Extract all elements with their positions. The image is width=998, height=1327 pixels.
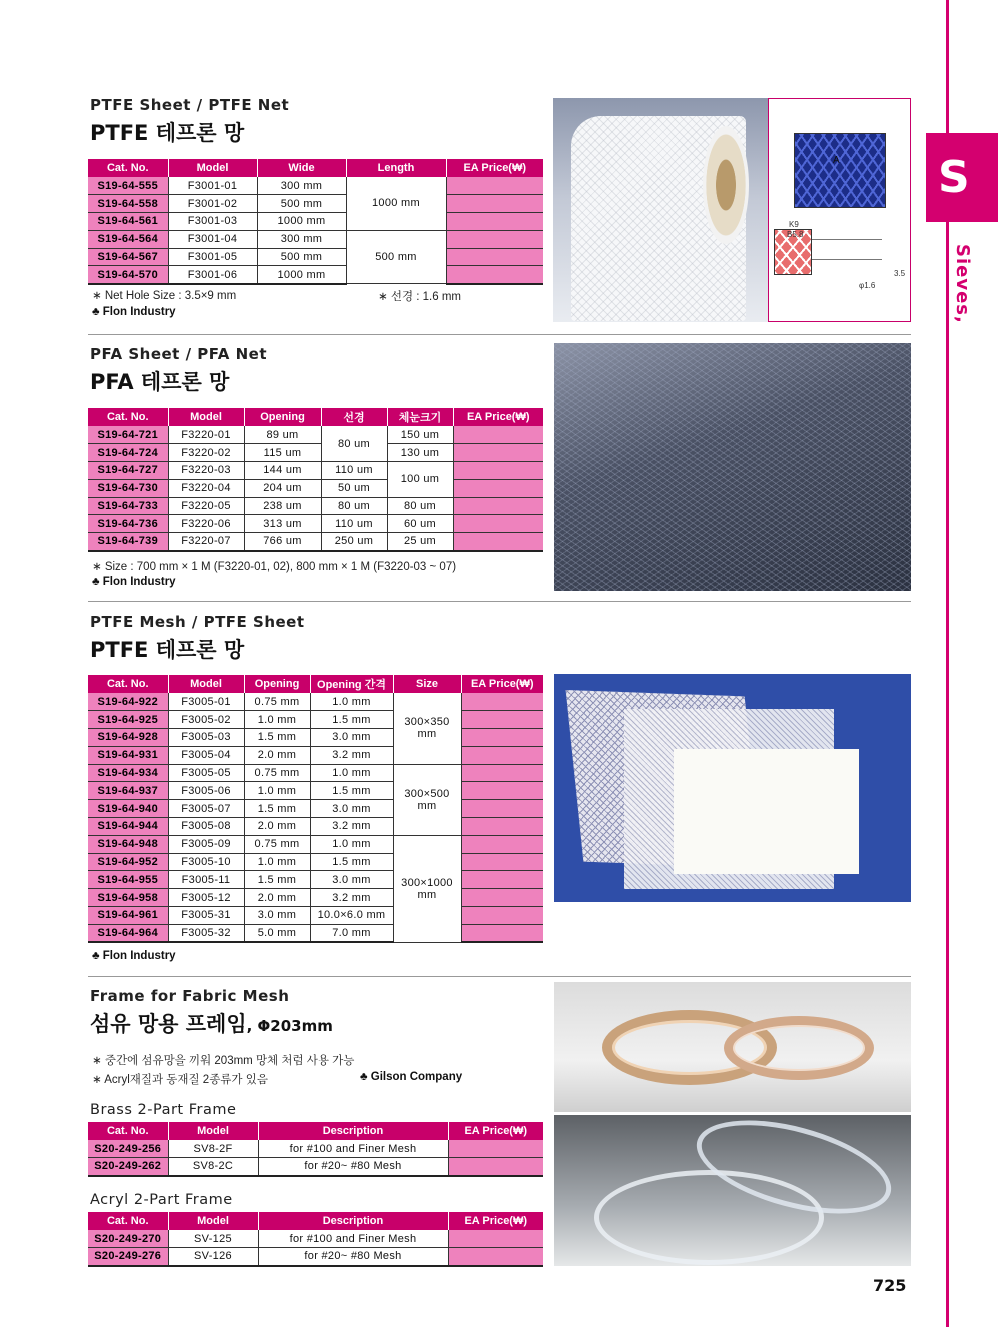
description: for #100 and Finer Mesh: [258, 1230, 448, 1248]
section-title-en: PFA Sheet / PFA Net: [90, 345, 268, 363]
opening-gap: 3.0 mm: [310, 871, 393, 889]
cat-no: S19-64-944: [88, 818, 168, 836]
table-row: [88, 515, 543, 533]
price-cell: [453, 479, 543, 497]
table-row: [88, 924, 543, 942]
opening: 3.0 mm: [244, 907, 310, 925]
col-header: Size: [393, 675, 461, 693]
table-row: [88, 213, 543, 231]
wire-diameter: 250 um: [321, 533, 387, 551]
pfa-net-photo: [554, 343, 911, 591]
acryl-frame-title: Acryl 2-Part Frame: [90, 1192, 233, 1208]
note-material: ∗ Acryl재질과 동재질 2종류가 있음: [92, 1074, 268, 1086]
club-icon: ♣: [360, 1071, 368, 1083]
maker-name: Gilson Company: [370, 1071, 463, 1083]
maker: [360, 1071, 462, 1083]
col-header: Cat. No.: [88, 675, 168, 693]
opening: 238 um: [244, 497, 321, 515]
price-cell: [461, 871, 543, 889]
opening: 1.0 mm: [244, 853, 310, 871]
cat-no: S19-64-736: [88, 515, 168, 533]
cat-no: S19-64-928: [88, 729, 168, 747]
opening: 89 um: [244, 426, 321, 444]
table-row: [88, 1248, 543, 1266]
mesh-size: 130 um: [387, 444, 453, 462]
cat-no: S19-64-564: [88, 230, 168, 248]
model: F3005-31: [168, 907, 244, 925]
section-title-ko: PTFE 테프론 망: [90, 121, 245, 145]
opening-gap: 3.0 mm: [310, 800, 393, 818]
model: F3005-02: [168, 711, 244, 729]
opening: 5.0 mm: [244, 924, 310, 942]
model: F3220-06: [168, 515, 244, 533]
model: F3220-07: [168, 533, 244, 551]
table-row: [88, 177, 543, 195]
title-suffix: , Φ203mm: [246, 1017, 333, 1035]
brass-frame-title: Brass 2-Part Frame: [90, 1102, 237, 1118]
col-header: Opening 간격: [310, 675, 393, 693]
price-cell: [446, 248, 543, 266]
wire-diameter: 110 um: [321, 515, 387, 533]
section-pfa-header: [90, 345, 267, 396]
ptfe-mesh-photo: [554, 674, 911, 902]
section-ptfe-mesh-header: [90, 613, 305, 664]
price-cell: [448, 1158, 543, 1176]
model: F3001-04: [168, 230, 257, 248]
price-cell: [461, 782, 543, 800]
price-cell: [461, 800, 543, 818]
maker-name: Flon Industry: [102, 306, 176, 318]
mesh-size: 100 um: [387, 462, 453, 498]
sheet-size: 300×500 mm: [393, 764, 461, 835]
section-frame-header: [90, 987, 333, 1038]
wide: 300 mm: [257, 230, 346, 248]
col-header: EA Price(₩): [448, 1212, 543, 1230]
price-cell: [461, 924, 543, 942]
col-header: Model: [168, 1122, 258, 1140]
opening-gap: 1.0 mm: [310, 764, 393, 782]
price-cell: [461, 711, 543, 729]
table-row: [88, 1140, 543, 1158]
diagram-label: K9: [789, 220, 799, 229]
section-tab-letter: S: [926, 133, 998, 222]
table-row: [88, 1230, 543, 1248]
price-cell: [446, 266, 543, 284]
price-cell: [461, 889, 543, 907]
divider: [88, 334, 911, 335]
cat-no: S19-64-925: [88, 711, 168, 729]
divider: [88, 601, 911, 602]
table-row: [88, 818, 543, 836]
price-cell: [453, 515, 543, 533]
col-header: Cat. No.: [88, 159, 168, 177]
table-row: [88, 853, 543, 871]
model: F3005-11: [168, 871, 244, 889]
table-row: [88, 729, 543, 747]
price-cell: [446, 177, 543, 195]
model: F3001-03: [168, 213, 257, 231]
table-row: [88, 711, 543, 729]
col-header: Opening: [244, 408, 321, 426]
opening: 1.5 mm: [244, 729, 310, 747]
table-row: [88, 230, 543, 248]
model: F3001-01: [168, 177, 257, 195]
opening: 1.5 mm: [244, 871, 310, 889]
table-row: [88, 764, 543, 782]
col-header: Description: [258, 1212, 448, 1230]
col-header: Wide: [257, 159, 346, 177]
price-cell: [453, 444, 543, 462]
diagram-label: 3.5: [894, 269, 906, 278]
table-row: [88, 195, 543, 213]
opening: 115 um: [244, 444, 321, 462]
cat-no: S19-64-922: [88, 693, 168, 711]
maker-name: Flon Industry: [102, 576, 176, 588]
price-cell: [461, 907, 543, 925]
col-header: Model: [168, 1212, 258, 1230]
col-header: Length: [346, 159, 446, 177]
cat-no: S19-64-940: [88, 800, 168, 818]
col-header: Cat. No.: [88, 1122, 168, 1140]
cat-no: S19-64-558: [88, 195, 168, 213]
model: F3001-02: [168, 195, 257, 213]
table-row: [88, 533, 543, 551]
opening: 0.75 mm: [244, 835, 310, 853]
brass-frame-table: [88, 1122, 543, 1177]
table-row: [88, 907, 543, 925]
table-row: [88, 1158, 543, 1176]
model: F3005-09: [168, 835, 244, 853]
table-row: [88, 444, 543, 462]
opening: 0.75 mm: [244, 693, 310, 711]
diagram-marker: A: [833, 155, 840, 166]
col-header: EA Price(₩): [446, 159, 543, 177]
mesh-size: 150 um: [387, 426, 453, 444]
cat-no: S19-64-948: [88, 835, 168, 853]
opening-gap: 3.0 mm: [310, 729, 393, 747]
table-row: [88, 248, 543, 266]
mesh-diagram: [768, 98, 911, 322]
col-header: EA Price(₩): [448, 1122, 543, 1140]
wire-diameter: 80 um: [321, 426, 387, 462]
maker: [92, 950, 176, 962]
model: F3220-02: [168, 444, 244, 462]
cat-no: S19-64-961: [88, 907, 168, 925]
cat-no: S19-64-739: [88, 533, 168, 551]
description: for #20~ #80 Mesh: [258, 1158, 448, 1176]
acryl-frame-photo: [554, 1115, 911, 1266]
price-cell: [446, 195, 543, 213]
opening-gap: 3.2 mm: [310, 889, 393, 907]
opening: 2.0 mm: [244, 889, 310, 907]
col-header: EA Price(₩): [461, 675, 543, 693]
divider: [88, 976, 911, 977]
section-title-en: PTFE Mesh / PTFE Sheet: [90, 613, 305, 631]
model: SV8-2F: [168, 1140, 258, 1158]
cat-no: S19-64-952: [88, 853, 168, 871]
price-cell: [453, 462, 543, 480]
cat-no: S20-249-270: [88, 1230, 168, 1248]
model: F3005-03: [168, 729, 244, 747]
opening-gap: 1.5 mm: [310, 711, 393, 729]
price-cell: [453, 533, 543, 551]
cat-no: S20-249-276: [88, 1248, 168, 1266]
price-cell: [461, 729, 543, 747]
model: F3220-05: [168, 497, 244, 515]
sheet-size: 300×350 mm: [393, 693, 461, 764]
acryl-frame-table: [88, 1212, 543, 1267]
section-title-en: PTFE Sheet / PTFE Net: [90, 96, 290, 114]
maker: [92, 576, 176, 588]
opening: 204 um: [244, 479, 321, 497]
col-header: Model: [168, 408, 244, 426]
section-title-ko: PTFE 테프론 망: [90, 638, 245, 662]
cat-no: S19-64-931: [88, 746, 168, 764]
model: SV-125: [168, 1230, 258, 1248]
model: F3001-06: [168, 266, 257, 284]
model: F3005-05: [168, 764, 244, 782]
cat-no: S19-64-958: [88, 889, 168, 907]
opening-gap: 1.5 mm: [310, 782, 393, 800]
cat-no: S19-64-721: [88, 426, 168, 444]
opening-gap: 3.2 mm: [310, 746, 393, 764]
wire-diameter: 110 um: [321, 462, 387, 480]
table-row: [88, 693, 543, 711]
cat-no: S19-64-964: [88, 924, 168, 942]
wide: 1000 mm: [257, 266, 346, 284]
model: F3005-04: [168, 746, 244, 764]
table-row: [88, 497, 543, 515]
model: SV8-2C: [168, 1158, 258, 1176]
table-row: [88, 746, 543, 764]
table-row: [88, 479, 543, 497]
section-tab-label: Sieves,: [952, 244, 973, 324]
col-header: Opening: [244, 675, 310, 693]
opening: 1.5 mm: [244, 800, 310, 818]
price-cell: [461, 693, 543, 711]
cat-no: S19-64-555: [88, 177, 168, 195]
col-header: EA Price(₩): [453, 408, 543, 426]
page-number: 725: [873, 1276, 907, 1295]
opening: 0.75 mm: [244, 764, 310, 782]
col-header: 체눈크기: [387, 408, 453, 426]
length: 500 mm: [346, 230, 446, 283]
pfa-table: [88, 408, 543, 552]
model: F3005-01: [168, 693, 244, 711]
mesh-size: 60 um: [387, 515, 453, 533]
col-header: Cat. No.: [88, 1212, 168, 1230]
cat-no: S20-249-262: [88, 1158, 168, 1176]
note-size: ∗ Size : 700 mm × 1 M (F3220-01, 02), 800 mm × 1 M (F3220-03 ~ 07): [92, 561, 457, 573]
description: for #100 and Finer Mesh: [258, 1140, 448, 1158]
wire-diameter: 50 um: [321, 479, 387, 497]
model: F3005-32: [168, 924, 244, 942]
model: F3005-10: [168, 853, 244, 871]
maker: [92, 306, 176, 318]
cat-no: S19-64-727: [88, 462, 168, 480]
cat-no: S19-64-724: [88, 444, 168, 462]
model: F3220-04: [168, 479, 244, 497]
ptfe-mesh-table: [88, 675, 543, 943]
wire-diameter: 80 um: [321, 497, 387, 515]
model: F3005-12: [168, 889, 244, 907]
price-cell: [453, 497, 543, 515]
opening-gap: 1.5 mm: [310, 853, 393, 871]
model: F3220-03: [168, 462, 244, 480]
model: F3001-05: [168, 248, 257, 266]
section-ptfe-sheet-header: [90, 96, 289, 147]
club-icon: ♣: [92, 576, 100, 588]
note-usage: ∗ 중간에 섬유망을 끼워 203mm 망체 처럼 사용 가능: [92, 1055, 355, 1067]
table-row: [88, 266, 543, 284]
note-wire: ∗ 선경 : 1.6 mm: [378, 291, 461, 303]
table-row: [88, 800, 543, 818]
club-icon: ♣: [92, 950, 100, 962]
cat-no: S19-64-561: [88, 213, 168, 231]
section-title-ko: PFA 테프론 망: [90, 370, 230, 394]
note-hole-size: ∗ Net Hole Size : 3.5×9 mm: [92, 290, 237, 302]
opening: 1.0 mm: [244, 782, 310, 800]
cat-no: S20-249-256: [88, 1140, 168, 1158]
price-cell: [461, 818, 543, 836]
cat-no: S19-64-733: [88, 497, 168, 515]
mesh-size: 25 um: [387, 533, 453, 551]
wide: 1000 mm: [257, 213, 346, 231]
opening-gap: 7.0 mm: [310, 924, 393, 942]
wide: 300 mm: [257, 177, 346, 195]
ptfe-roll-photo: [553, 98, 768, 322]
section-title-en: Frame for Fabric Mesh: [90, 987, 290, 1005]
price-cell: [448, 1230, 543, 1248]
price-cell: [461, 764, 543, 782]
cat-no: S19-64-570: [88, 266, 168, 284]
col-header: Model: [168, 159, 257, 177]
cat-no: S19-64-567: [88, 248, 168, 266]
description: for #20~ #80 Mesh: [258, 1248, 448, 1266]
col-header: 선경: [321, 408, 387, 426]
maker-name: Flon Industry: [102, 950, 176, 962]
cat-no: S19-64-730: [88, 479, 168, 497]
table-row: [88, 782, 543, 800]
brass-frame-photo: [554, 982, 911, 1112]
opening-gap: 1.0 mm: [310, 835, 393, 853]
col-header: Description: [258, 1122, 448, 1140]
opening-gap: 1.0 mm: [310, 693, 393, 711]
col-header: Model: [168, 675, 244, 693]
table-row: [88, 426, 543, 444]
price-cell: [453, 426, 543, 444]
opening-gap: 10.0×6.0 mm: [310, 907, 393, 925]
ptfe-sheet-table: [88, 159, 543, 285]
cat-no: S19-64-955: [88, 871, 168, 889]
model: F3220-01: [168, 426, 244, 444]
price-cell: [461, 746, 543, 764]
table-row: [88, 871, 543, 889]
opening: 1.0 mm: [244, 711, 310, 729]
price-cell: [461, 853, 543, 871]
price-cell: [446, 213, 543, 231]
col-header: Cat. No.: [88, 408, 168, 426]
mesh-pattern: [794, 133, 886, 208]
opening: 2.0 mm: [244, 818, 310, 836]
opening-gap: 3.2 mm: [310, 818, 393, 836]
opening: 144 um: [244, 462, 321, 480]
price-cell: [461, 835, 543, 853]
diagram-label: φ1.6: [859, 281, 876, 290]
price-cell: [448, 1248, 543, 1266]
title-ko-main: 섬유 망용 프레임: [90, 1012, 247, 1036]
cat-no: S19-64-934: [88, 764, 168, 782]
model: SV-126: [168, 1248, 258, 1266]
model: F3005-07: [168, 800, 244, 818]
table-row: [88, 835, 543, 853]
opening: 2.0 mm: [244, 746, 310, 764]
opening: 313 um: [244, 515, 321, 533]
model: F3005-06: [168, 782, 244, 800]
cat-no: S19-64-937: [88, 782, 168, 800]
opening: 766 um: [244, 533, 321, 551]
sheet-size: 300×1000 mm: [393, 835, 461, 942]
table-row: [88, 889, 543, 907]
section-title-ko: [90, 1008, 333, 1038]
length: 1000 mm: [346, 177, 446, 230]
model: F3005-08: [168, 818, 244, 836]
club-icon: ♣: [92, 306, 100, 318]
diagram-label: B5.8: [787, 230, 804, 239]
mesh-size: 80 um: [387, 497, 453, 515]
wide: 500 mm: [257, 248, 346, 266]
price-cell: [446, 230, 543, 248]
table-row: [88, 462, 543, 480]
wide: 500 mm: [257, 195, 346, 213]
price-cell: [448, 1140, 543, 1158]
